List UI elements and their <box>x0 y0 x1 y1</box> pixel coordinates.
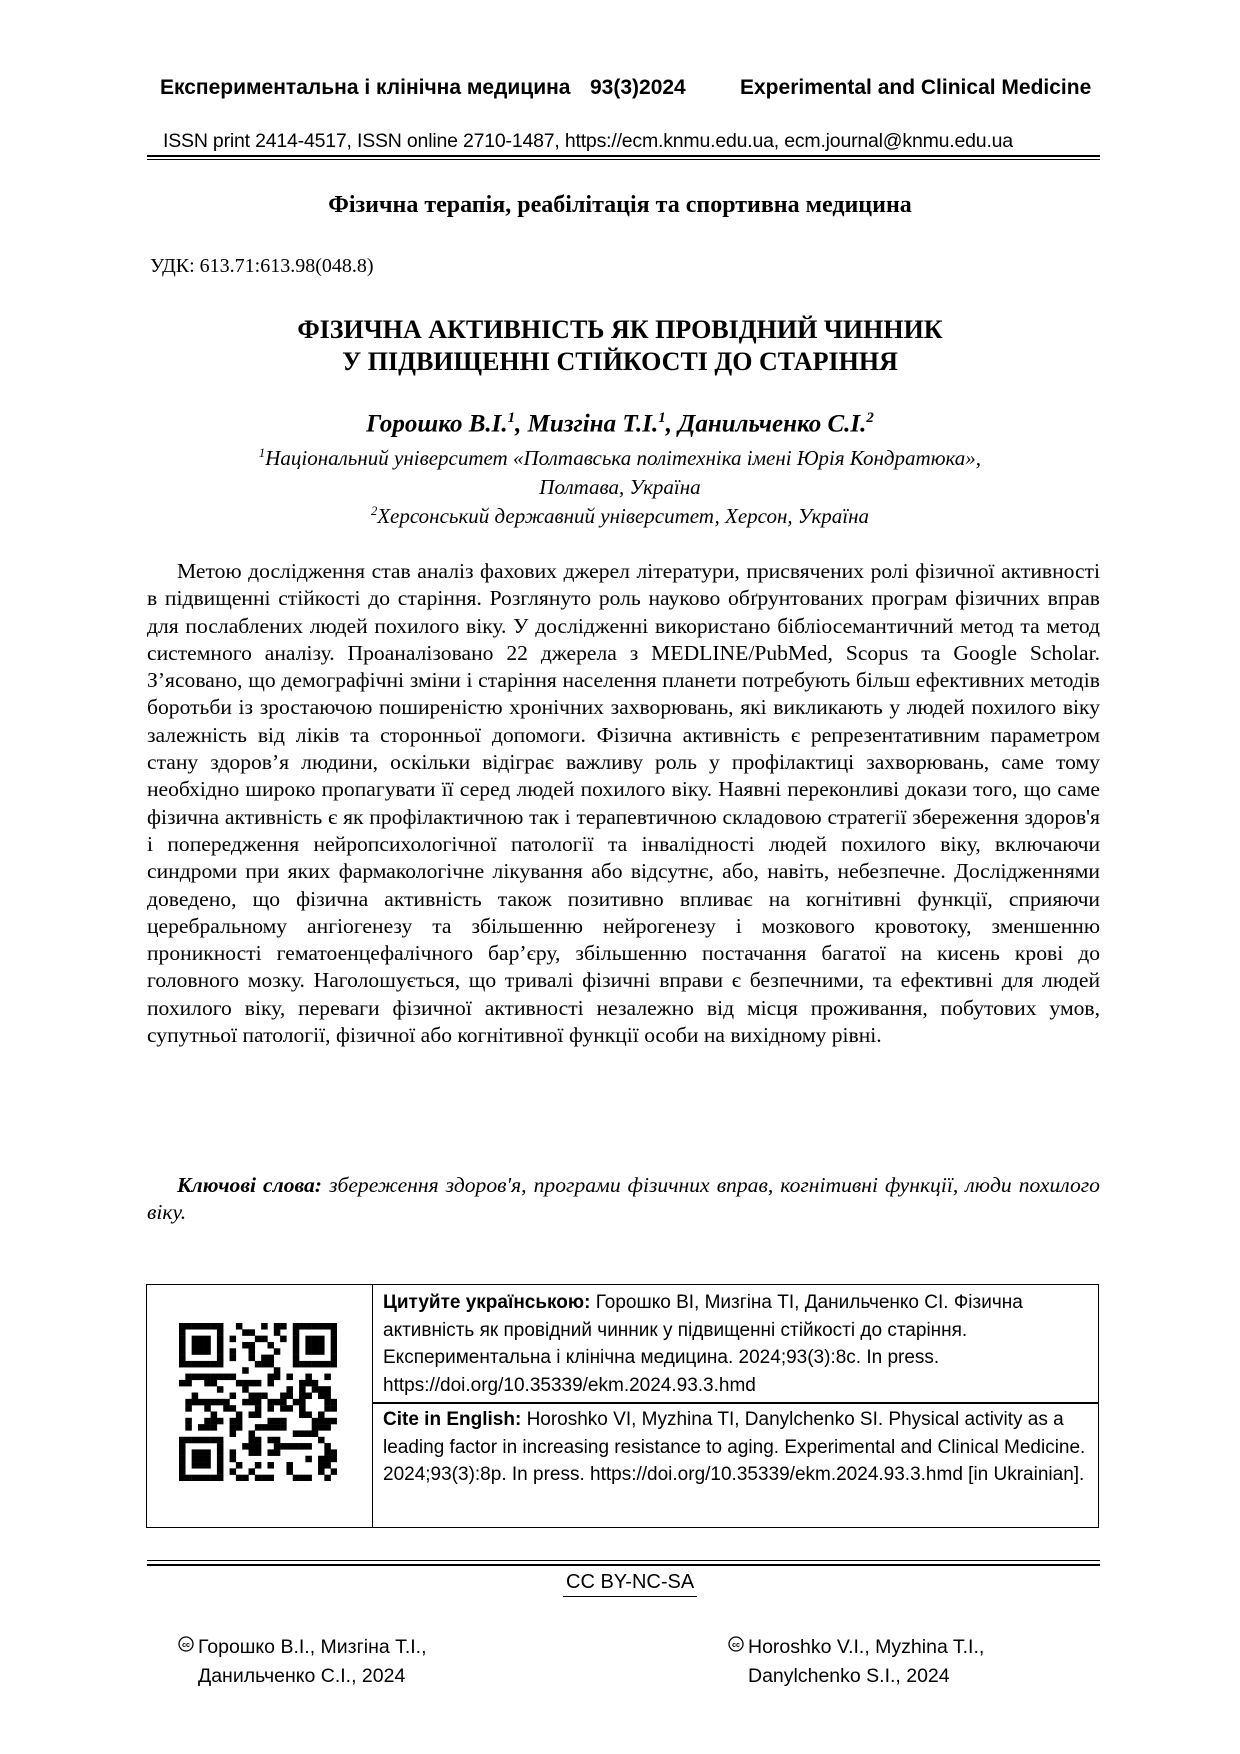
journal-title-ua: Експериментальна і клінічна медицина <box>160 76 571 99</box>
author-affiliation-mark: 1 <box>507 410 516 426</box>
svg-text:cc: cc <box>182 1642 190 1649</box>
author-affiliation-mark: 2 <box>866 410 874 426</box>
affiliation-1-text: Національний університет «Полтавська політехніка імені Юрія Кондратюка», <box>265 446 982 470</box>
udk-code: УДК: 613.71:613.98(048.8) <box>150 255 374 277</box>
cite-english <box>383 1406 1093 1489</box>
journal-issue: 93(3)2024 <box>590 76 686 99</box>
copyright-ua-line2: Данильченко С.І., 2024 <box>198 1665 406 1687</box>
copyright-en <box>732 1633 985 1691</box>
affiliation-mark: 2 <box>370 504 378 518</box>
qr-cell <box>147 1285 373 1527</box>
copyright-ua-line1: Горошко В.І., Мизгіна Т.І., <box>198 1636 427 1658</box>
author-name: Данильченко С.І. <box>678 410 867 438</box>
authors <box>0 410 1240 438</box>
citation-box <box>146 1284 1099 1528</box>
affiliation-1-city: Полтава, Україна <box>539 475 701 499</box>
cite-ua-label: Цитуйте українською: <box>383 1292 591 1313</box>
cite-ukrainian <box>383 1289 1093 1399</box>
cite-divider <box>372 1402 1098 1404</box>
affiliation-1 <box>0 446 1240 471</box>
keywords-text: збереження здоров'я, програми фізичних вправ, когнітивні функції, люди похилого віку. <box>147 1173 1100 1225</box>
author-affiliation-mark: 1 <box>658 410 666 426</box>
abstract: Метою дослідження став аналіз фахових джерел літератури, присвячених ролі фізичної активності в підвищенні стійкості до старіння. Розглянуто роль науково обґрунтованих програм фізичних вправ для послаблених людей похилого віку. У дослідженні використано бібліосемантичний метод та метод системного аналізу. Проаналізовано 22 джерела з MEDLINE/PubMed, Scopus та Google Scholar. З’ясовано, що демографічні зміни і старіння населення планети потребують більш ефективних методів боротьби із зростаючою поширеністю хронічних захворювань, які викликають у людей похилого віку залежність від ліків та сторонньої допомоги. Фізична активність є репрезентативним параметром стану здоров’я людини, оскільки відіграє важливу роль у профілактиці захворювань, саме тому необхідно широко пропагувати її серед людей похилого віку. Наявні переконливі докази того, що саме фізична активність є як профілактичною так і терапевтичною складовою стратегії збереження здоров'я і попередження нейропсихологічної патології та інвалідності людей похилого віку, включаючи синдроми при яких фармакологічне лікування або відсутнє, або, навіть, небезпечне. Дослідженнями доведено, що фізична активність також позитивно впливає на когнітивні функції, сприяючи церебральному ангіогенезу та збільшенню нейрогенезу і мозкового кровотоку, зменшенню проникності гематоенцефалічного бар’єру, збільшенню постачання багатої на кисень крові до головного мозку. Наголошується, що тривалі фізичні вправи є безпечними, та ефективні для людей похилого віку, переваги фізичної активності незалежно від місця проживання, побутових умов, супутньої патології, фізичної або когнітивної функції особи на вихідному рівні. <box>147 559 1100 1048</box>
section-title: Фізична терапія, реабілітація та спортивна медицина <box>328 192 912 218</box>
copyright-en-line1: Horoshko V.I., Myzhina T.I., <box>748 1636 985 1658</box>
article-title-line1: ФІЗИЧНА АКТИВНІСТЬ ЯК ПРОВІДНИЙ ЧИННИК <box>297 315 943 344</box>
author-name: Горошко В.І. <box>366 410 508 438</box>
affiliation-2 <box>0 504 1240 529</box>
qr-code-icon[interactable] <box>179 1323 337 1481</box>
cite-en-label: Cite in English: <box>383 1409 522 1430</box>
issn-line: ISSN print 2414-4517, ISSN online 2710-1487, https://ecm.knmu.edu.ua, ecm.journal@knmu.edu.ua <box>163 130 1013 152</box>
header-rule-thin <box>147 159 1100 160</box>
cc-icon <box>178 1636 194 1652</box>
copyright-ua <box>182 1633 427 1691</box>
article-title-line2: У ПІДВИЩЕННІ СТІЙКОСТІ ДО СТАРІННЯ <box>342 347 898 376</box>
author-separator: , <box>515 410 528 438</box>
header-rule <box>147 155 1100 157</box>
footer-rule <box>147 1564 1100 1566</box>
author-name: Мизгіна Т.І. <box>527 410 659 438</box>
cite-ua-text: Горошко ВІ, Мизгіна ТІ, Данильченко СІ. Фізична активність як провідний чинник у підвищенні стійкості до старіння. Експериментальна і клінічна медицина. 2024;93(3):8с. In press. https://doi.org/10.35339/ekm.2024.93.3.hmd <box>383 1292 1023 1396</box>
license-label: CC BY-NC-SA <box>563 1571 697 1597</box>
cite-en-text: Horoshko VI, Myzhina TI, Danylchenko SI. Physical activity as a leading factor in increasing resistance to aging. Experimental and Clinical Medicine. 2024;93(3):8p. In press. https://doi.org/10.35339/ekm.2024.93.3.hmd [in Ukrainian]. <box>383 1409 1086 1485</box>
affiliation-mark: 1 <box>258 446 266 460</box>
author-separator: , <box>665 410 679 438</box>
keywords-label: Ключові слова: <box>177 1173 322 1197</box>
affiliation-2-text: Херсонський державний університет, Херсон, Україна <box>377 504 870 528</box>
journal-title-en: Experimental and Clinical Medicine <box>740 76 1092 99</box>
copyright-en-line2: Danylchenko S.I., 2024 <box>748 1665 950 1687</box>
cc-icon <box>728 1636 744 1652</box>
keywords <box>147 1172 1100 1227</box>
svg-text:cc: cc <box>732 1642 740 1649</box>
footer-rule-thin <box>147 1560 1100 1561</box>
